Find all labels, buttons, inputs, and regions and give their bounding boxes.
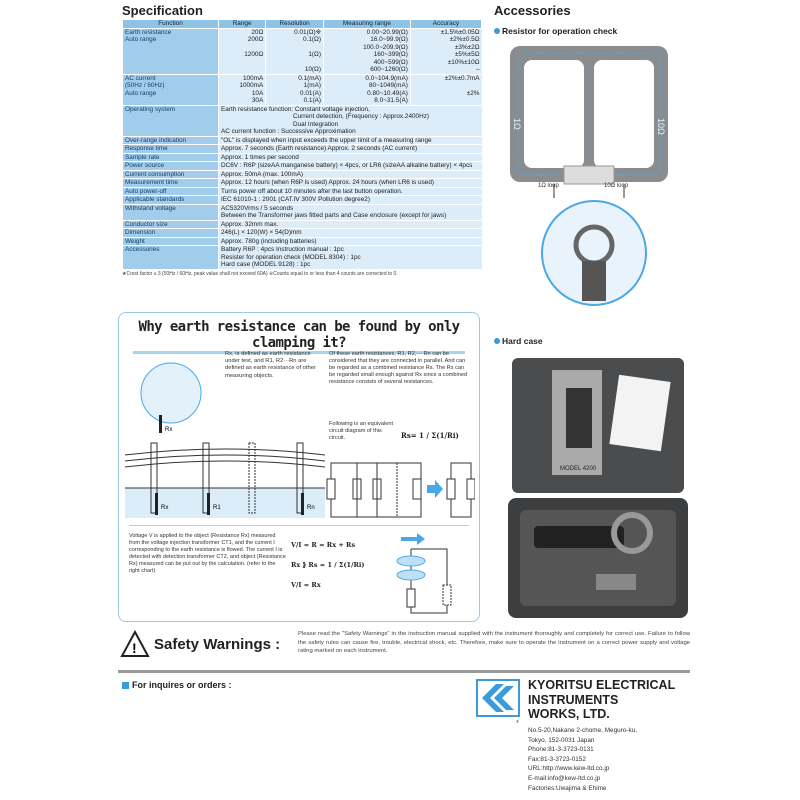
address-line: E-mail:info@kew-ltd.co.jp [528, 774, 601, 782]
table-row [123, 59, 482, 67]
table-row [123, 237, 482, 246]
address-line: No.5-20,Nakane 2-chome, Meguro-ku, [528, 727, 638, 734]
value-cell: ±2% [410, 90, 481, 98]
why-paragraph-1: Rx, is defined as earth resistance under test, and R1, R2···Rn are defined as earth resistance of other measuring objects. [225, 351, 316, 379]
value-cell: ±1.5%±0.05Ω [410, 28, 481, 36]
hard-case-heading: Hard case [494, 336, 543, 346]
value-cell [219, 170, 482, 179]
function-cell: Earth resistance [123, 28, 219, 36]
diagram-label: R1 [213, 505, 221, 511]
table-row [123, 28, 482, 36]
mark-10ohm: 10Ω [656, 118, 666, 135]
table-row [123, 97, 482, 105]
value-cell: ±5%±5Ω [410, 51, 481, 59]
spec-table [122, 19, 482, 269]
value-cell [219, 246, 482, 269]
table-row [123, 220, 482, 229]
diagram-label: Rx [161, 505, 169, 511]
value-line: Turns power off about 10 minutes after the last button operation. [221, 187, 403, 195]
inquiry-label: For inquires or orders : [122, 680, 232, 690]
company-line: KYORITSU ELECTRICAL [528, 678, 676, 692]
value-cell: 10A [219, 90, 266, 98]
value-line: Resister for operation check (MODEL 8304) : 1pc [221, 253, 361, 261]
table-row [123, 136, 482, 145]
value-cell [266, 44, 324, 52]
value-cell [219, 229, 482, 238]
col-measuring-range: Measuring range [323, 20, 410, 29]
value-line: Earth resistance function: Constant voltage injection, [221, 105, 370, 113]
value-cell: 1(Ω) [266, 51, 324, 59]
loop-10ohm-label: 10Ω loop [604, 183, 629, 189]
company-address [528, 726, 637, 793]
rs-formula: Rs= 1 / Σ(1/Ri) [401, 431, 459, 440]
table-row [123, 145, 482, 154]
function-cell: Response time [123, 145, 219, 154]
table-row [123, 246, 482, 269]
equation-3: V/I = Rx [291, 581, 321, 589]
kyoritsu-logo [476, 679, 522, 719]
value-cell [219, 145, 482, 154]
value-cell [410, 82, 481, 90]
why-paragraph-4: Voltage V is applied to the object (Resistance Rx) measured from the voltage injection transformer CT1, and the current I corresponding to the earth resistance is flowed. The current I is detected with detection transformer CT2, and object (Resistance Rx) measured can be put out by the calculation. (refer to the right chart) [129, 533, 286, 574]
mark-1ohm: 1Ω [512, 118, 522, 130]
value-cell: 0.01(Ω)※ [266, 28, 324, 36]
value-cell: 1000mA [219, 82, 266, 90]
value-cell: 0.80~10.49(A) [323, 90, 410, 98]
equations [291, 535, 364, 595]
value-line: 246(L) × 120(W) × 54(D)mm [221, 229, 302, 236]
specification-section [122, 3, 482, 277]
table-row [123, 229, 482, 238]
value-cell: 0.1(Ω) [266, 36, 324, 44]
function-cell: Weight [123, 237, 219, 246]
value-cell: 30A [219, 97, 266, 105]
value-cell [219, 179, 482, 188]
table-row [123, 44, 482, 52]
company-name [528, 678, 675, 722]
value-line: Approx. 7 seconds (Earth resistance) Approx. 2 seconds (AC current) [221, 145, 418, 152]
value-cell: 160~399(Ω) [323, 51, 410, 59]
value-cell [266, 59, 324, 67]
value-cell [219, 220, 482, 229]
table-row [123, 82, 482, 90]
value-cell [219, 196, 482, 205]
value-line: Approx. 780g (including batteries) [221, 237, 317, 245]
function-cell: Dimension [123, 229, 219, 238]
value-cell: 100.0~209.9(Ω) [323, 44, 410, 52]
resistor-image [494, 38, 694, 198]
value-line: Approx. 1 times per second [221, 153, 299, 161]
spec-footnote: ★Crest factor ≤ 3 (50Hz / 60Hz, peak value shall not exceed 60A) ※Counts equal to or less than 4 counts are corrected to 0. [122, 270, 398, 277]
function-cell: Accessories [123, 246, 219, 269]
clamp-detail-image [534, 193, 654, 313]
value-cell: – [410, 66, 481, 74]
function-cell [123, 51, 219, 59]
value-cell [219, 153, 482, 162]
why-paragraph-3: Following is an equivalent circuit diagram of this circuit. [329, 421, 394, 441]
table-row [123, 204, 482, 220]
value-cell: ±2%±0.7mA [410, 74, 481, 82]
value-cell [219, 136, 482, 145]
value-line: "OL" is displayed when input exceeds the upper limit of a measuring range [221, 136, 432, 144]
address-line: Tokyo, 152-0031 Japan [528, 736, 595, 744]
value-line: DC6V : R6P (sizeAA manganese battery) × 4pcs, or LR6 (sizeAA alkaline battery) × 4pcs [221, 162, 473, 169]
value-line: AC current function : Successive Approximation [221, 128, 356, 135]
value-cell: 0.0~104.9(mA) [323, 74, 410, 82]
function-cell: Power source [123, 162, 219, 171]
safety-section [120, 628, 690, 666]
company-line: INSTRUMENTS [528, 692, 619, 707]
value-line: AC5320Vrms / 5 seconds [221, 204, 294, 212]
value-line: Approx. 50mA (max. 100mA) [221, 170, 304, 178]
value-line: Hard case (MODEL 9128) : 1pc [221, 261, 311, 268]
value-cell: 16.0~99.9(Ω) [323, 36, 410, 44]
table-header [123, 20, 482, 29]
value-cell: 8.0~31.5(A) [323, 97, 410, 105]
value-cell [410, 97, 481, 105]
value-cell: 0.00~20.99(Ω) [323, 28, 410, 36]
table-row [123, 51, 482, 59]
value-cell [219, 162, 482, 171]
function-cell: Sample rate [123, 153, 219, 162]
accessories-section [494, 3, 694, 472]
function-cell: Conductor size [123, 220, 219, 229]
equation-2: Rx ⟫ Rs = 1 / Σ(1/Ri) [291, 561, 365, 569]
function-cell: Auto range [123, 90, 219, 98]
function-cell: Measurement time [123, 179, 219, 188]
value-cell [219, 59, 266, 67]
function-cell: Applicable standards [123, 196, 219, 205]
value-cell: 0.01(A) [266, 90, 324, 98]
address-line: Fax:81-3-3723-0152 [528, 755, 586, 763]
value-line: Between the Transformer jaws fitted parts and Case enclosure (except for jaws) [221, 212, 447, 219]
value-cell [219, 44, 266, 52]
value-cell [219, 105, 482, 136]
value-cell: 20Ω [219, 28, 266, 36]
diagram-label: Rx [165, 427, 173, 433]
value-cell: 0.1(A) [266, 97, 324, 105]
value-line: Current detection, (Frequency : Approx.2400Hz) [293, 113, 430, 120]
function-cell [123, 44, 219, 52]
value-line: Approx. 32mm max. [221, 220, 279, 228]
why-paragraph-2: Of these earth resistances, R1, R2,··· Rn can be considered that they are connected in parallel. And can be regarded as a combined resistance Rs. The Rs can be regarded small enough against Rx since a combined resistance consists of several resistances. [329, 351, 468, 385]
value-cell: 600~1260(Ω) [323, 66, 410, 74]
table-row [123, 36, 482, 44]
value-cell [219, 237, 482, 246]
value-cell [219, 66, 266, 74]
function-cell [123, 97, 219, 105]
measurement-circuit [381, 525, 473, 617]
resistor-heading: Resistor for operation check [494, 26, 694, 36]
table-row [123, 66, 482, 74]
why-panel [118, 312, 480, 622]
value-line: Approx. 12 hours (when R6P is used) Approx. 24 hours (when LR6 is used) [221, 179, 435, 186]
col-accuracy: Accuracy [410, 20, 481, 29]
table-row [123, 90, 482, 98]
value-cell: ±3%±2Ω [410, 44, 481, 52]
safety-title: Safety Warnings : [154, 636, 281, 653]
address-line: Factories:Uwajima & Ehime [528, 784, 607, 792]
why-title: Why earth resistance can be found by only clamping it? [133, 319, 465, 354]
function-cell: Over-range indication [123, 136, 219, 145]
svg-text:!: ! [132, 640, 137, 656]
value-cell: 400~599(Ω) [323, 59, 410, 67]
table-row [123, 153, 482, 162]
col-range: Range [219, 20, 266, 29]
value-cell [219, 204, 482, 220]
function-cell: Auto range [123, 36, 219, 44]
value-line: Battery R6P : 4pcs Instruction manual : 1pc [221, 246, 344, 253]
loop-1ohm-label: 1Ω loop [538, 183, 559, 189]
address-line: Phone:81-3-3723-0131 [528, 746, 594, 754]
value-cell: 80~1049(mA) [323, 82, 410, 90]
value-cell: 10(Ω) [266, 66, 324, 74]
value-cell: ±2%±0.5Ω [410, 36, 481, 44]
table-row [123, 187, 482, 196]
table-row [123, 170, 482, 179]
table-row [123, 105, 482, 136]
function-cell: Auto power-off [123, 187, 219, 196]
value-cell: ±10%±10Ω [410, 59, 481, 67]
col-resolution: Resolution [266, 20, 324, 29]
function-cell [123, 59, 219, 67]
value-cell: 0.1(mA) [266, 74, 324, 82]
value-cell: 1200Ω [219, 51, 266, 59]
accessories-title: Accessories [494, 3, 571, 18]
diagram-label: Rn [307, 505, 315, 511]
value-cell [219, 187, 482, 196]
value-cell: 100mA [219, 74, 266, 82]
company-line: WORKS, LTD. [528, 707, 610, 721]
value-line: Dual Integration [293, 120, 339, 128]
warning-icon [120, 630, 150, 658]
registered-mark: ® [516, 719, 519, 724]
table-row [123, 74, 482, 82]
table-row [123, 162, 482, 171]
function-cell: (50Hz / 60Hz) [123, 82, 219, 90]
table-row [123, 179, 482, 188]
function-cell: Operating system [123, 105, 219, 136]
table-row [123, 196, 482, 205]
function-cell: Current consumption [123, 170, 219, 179]
safety-text: Please read the "Safety Warnings" in the instruction manual supplied with the instrument thoroughly and completely for correct use. Failure to follow the safety rules can cause fire, trouble, electrical shock, etc. Therefore, make sure to operate the instrument on a correct power supply and voltage rating marked on each instrument. [298, 631, 690, 655]
model-label: MODEL 4200 [560, 466, 597, 472]
equation-1: V/I = R = Rx + Rs [291, 541, 356, 549]
function-cell [123, 66, 219, 74]
value-cell: 1(mA) [266, 82, 324, 90]
value-cell: 200Ω [219, 36, 266, 44]
value-line: IEC 61010-1 : 2001 (CAT.Ⅳ 300V Pollution degree2) [221, 196, 370, 203]
hard-case-image [504, 348, 694, 623]
spec-title: Specification [122, 3, 203, 18]
function-cell: AC current [123, 74, 219, 82]
function-cell: Withstand voltage [123, 204, 219, 220]
address-line: URL:http://www.kew-ltd.co.jp [528, 765, 610, 773]
equivalent-circuit [325, 461, 475, 519]
col-function: Function [123, 20, 219, 29]
